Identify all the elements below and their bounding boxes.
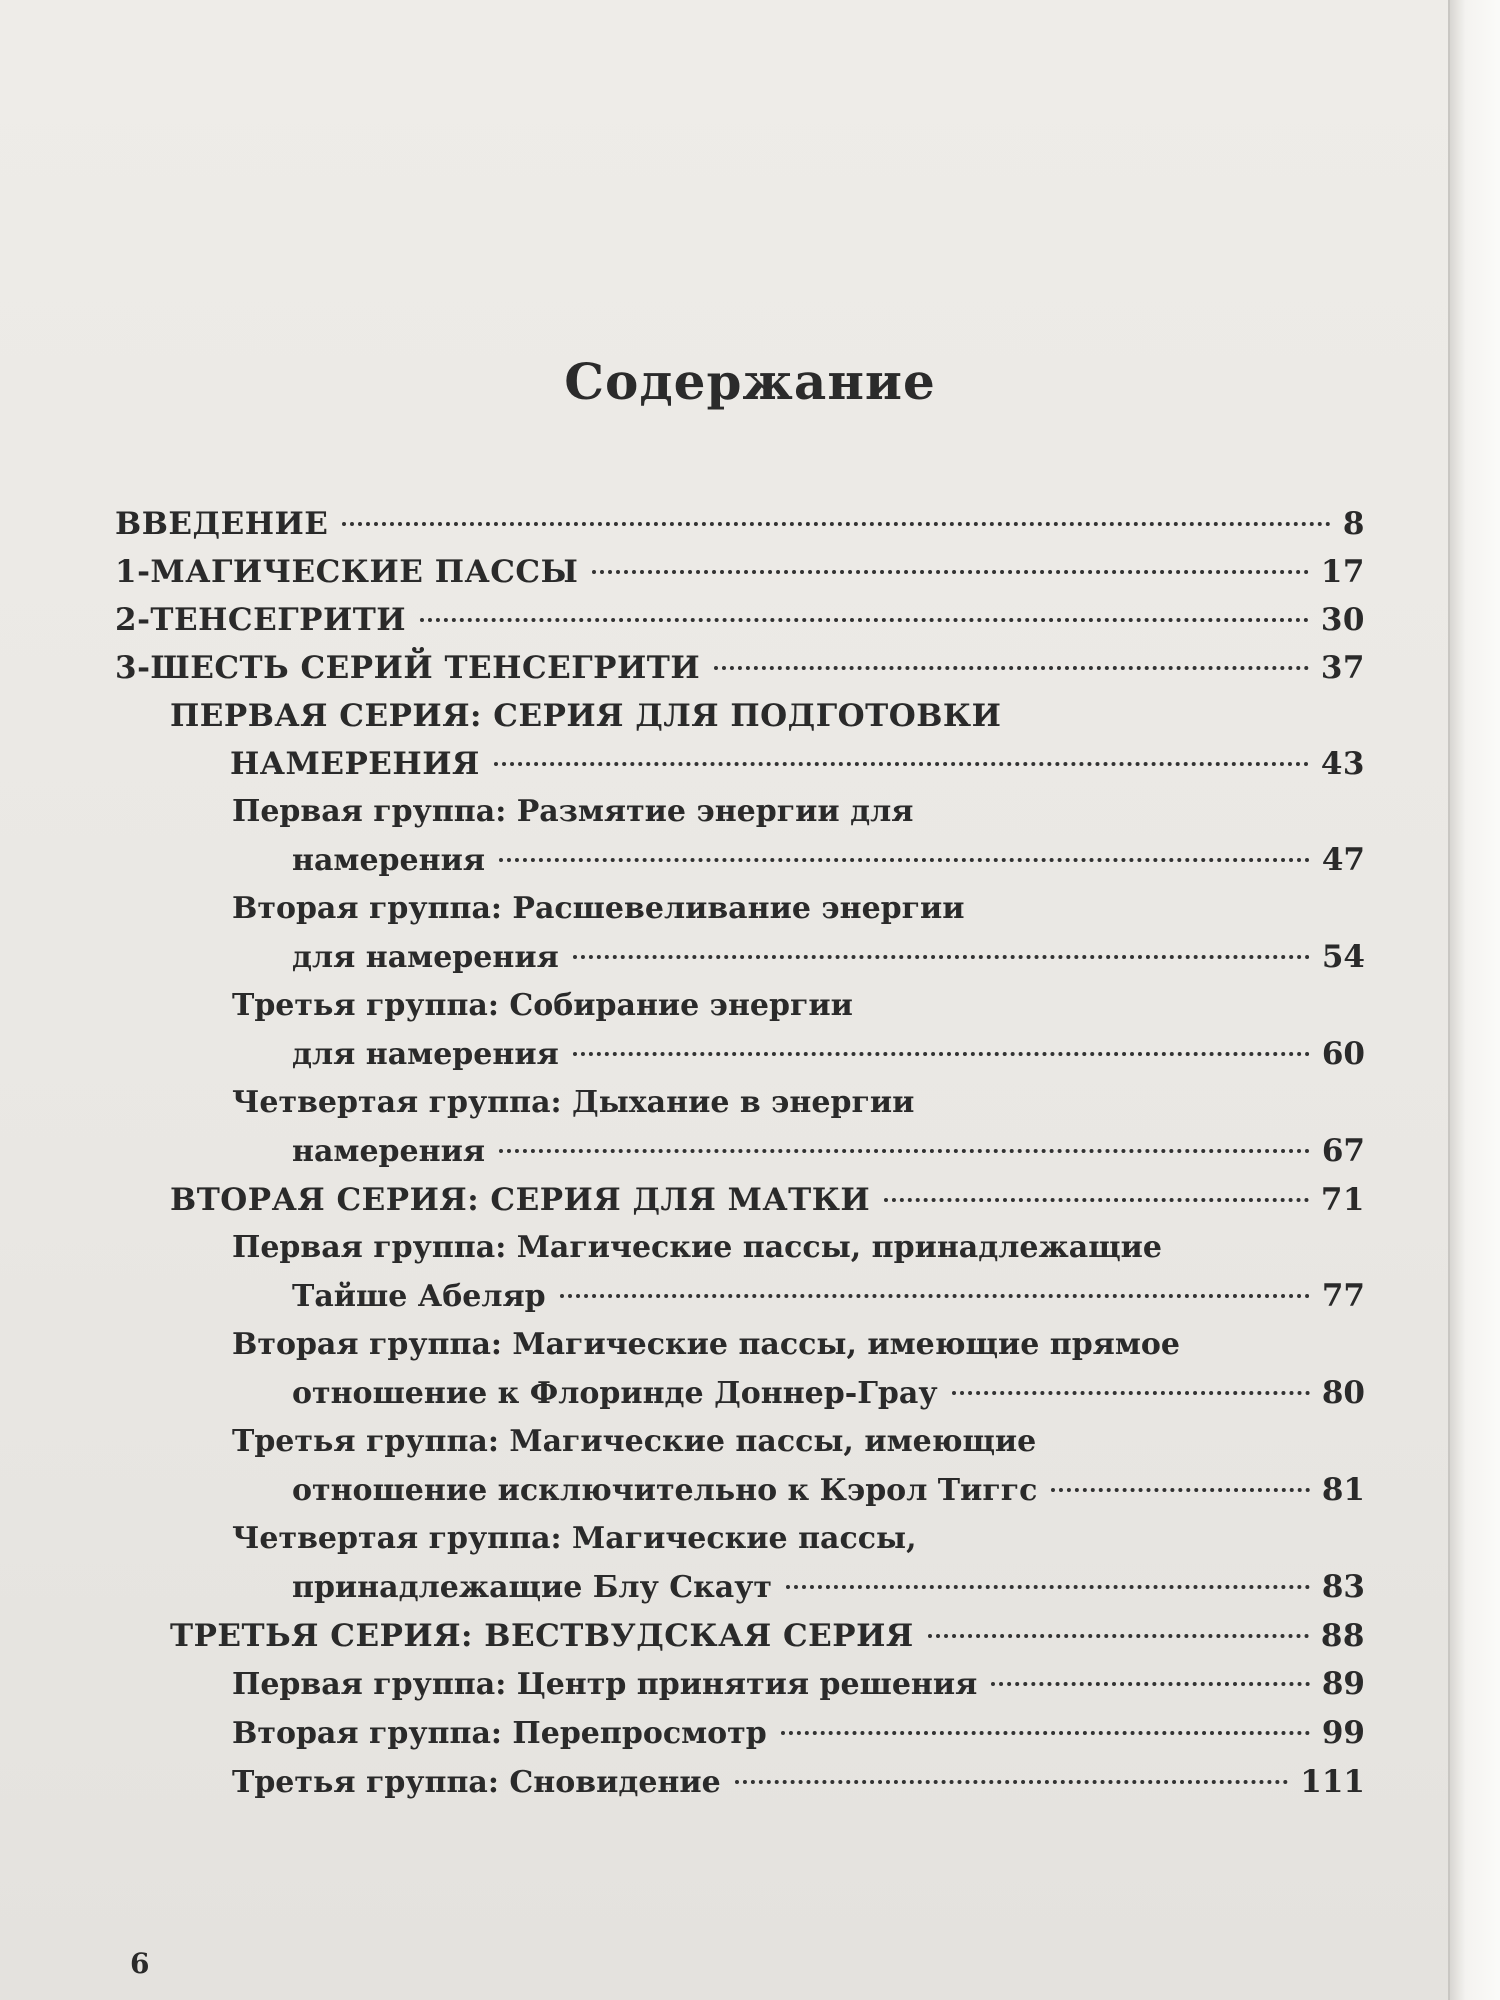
toc-entry-title-line: ВВЕДЕНИЕ — [115, 506, 329, 542]
toc-entry-title-line: для намерения — [292, 1037, 559, 1072]
toc-entry — [115, 500, 1365, 548]
toc-entry-page: 30 — [1320, 602, 1365, 638]
toc-entry-title-line: отношение исключительно к Кэрол Тиггс — [292, 1473, 1038, 1508]
toc-entry-title-line: Четвертая группа: Дыхание в энергии — [232, 1085, 915, 1120]
toc-entry-title-line: ВТОРАЯ СЕРИЯ: СЕРИЯ ДЛЯ МАТКИ — [170, 1182, 871, 1218]
toc-entry-page: 111 — [1300, 1764, 1365, 1800]
toc-entry — [232, 1758, 1365, 1807]
toc-entry — [232, 1515, 1365, 1612]
dot-leader — [573, 955, 1310, 959]
toc-entry — [115, 548, 1365, 596]
toc-entry-page: 88 — [1320, 1618, 1365, 1654]
dot-leader — [884, 1198, 1309, 1202]
toc-entry-title-line: ПЕРВАЯ СЕРИЯ: СЕРИЯ ДЛЯ ПОДГОТОВКИ — [170, 698, 1002, 734]
toc-entry — [232, 1660, 1365, 1709]
toc-entry-title-line: отношение к Флоринде Доннер-Грау — [292, 1376, 938, 1411]
dot-leader — [1051, 1488, 1309, 1492]
dot-leader — [560, 1294, 1310, 1298]
toc-entry — [232, 788, 1365, 885]
dot-leader — [786, 1585, 1310, 1589]
toc-entry — [170, 1176, 1365, 1224]
dot-leader — [928, 1634, 1309, 1638]
toc-entry-title-line: Первая группа: Размятие энергии для — [232, 794, 914, 829]
toc-entry-title-line: Вторая группа: Перепросмотр — [232, 1716, 767, 1751]
toc-entry-page: 71 — [1320, 1182, 1365, 1218]
dot-leader — [714, 666, 1309, 670]
page-edge — [1448, 0, 1500, 2000]
dot-leader — [781, 1731, 1310, 1735]
toc-entry — [232, 885, 1365, 982]
toc-entry-page: 60 — [1321, 1036, 1365, 1072]
dot-leader — [573, 1052, 1310, 1056]
toc-entry-title-line: 2-ТЕНСЕГРИТИ — [115, 602, 407, 638]
dot-leader — [592, 570, 1309, 574]
toc-entry — [115, 596, 1365, 644]
toc-entry-title-line: Третья группа: Сновидение — [232, 1765, 721, 1800]
toc-entry-title-line: Тайше Абеляр — [292, 1279, 546, 1314]
toc-entry-page: 67 — [1321, 1133, 1365, 1169]
toc-entry — [170, 692, 1365, 788]
dot-leader — [735, 1780, 1289, 1784]
toc-entry-title-line: ТРЕТЬЯ СЕРИЯ: ВЕСТВУДСКАЯ СЕРИЯ — [170, 1618, 914, 1654]
toc-entry-page: 43 — [1320, 746, 1365, 782]
toc-entry-title-line: принадлежащие Блу Скаут — [292, 1570, 772, 1605]
toc-entry — [170, 1612, 1365, 1660]
toc-entry-title-line: Четвертая группа: Магические пассы, — [232, 1521, 917, 1556]
toc-entry-title-line: намерения — [292, 1134, 485, 1169]
toc-entry-page: 89 — [1321, 1666, 1365, 1702]
dot-leader — [499, 1149, 1310, 1153]
toc-entry-title-line: Третья группа: Магические пассы, имеющие — [232, 1424, 1037, 1459]
toc-entry — [232, 1709, 1365, 1758]
toc-entry-title-line: намерения — [292, 843, 485, 878]
toc-entry-page: 81 — [1321, 1472, 1365, 1508]
page-number: 6 — [130, 1947, 150, 1980]
toc-entry — [232, 982, 1365, 1079]
dot-leader — [499, 858, 1310, 862]
toc-entry-page: 54 — [1321, 939, 1365, 975]
toc-entry-title-line: НАМЕРЕНИЯ — [230, 746, 480, 782]
dot-leader — [494, 762, 1309, 766]
toc-entry-page: 17 — [1320, 554, 1365, 590]
toc-entry-title-line: Вторая группа: Расшевеливание энергии — [232, 891, 965, 926]
toc-entry — [232, 1224, 1365, 1321]
toc-entry-page: 83 — [1321, 1569, 1365, 1605]
toc-entry-page: 8 — [1342, 506, 1365, 542]
toc-entry-title-line: Третья группа: Собирание энергии — [232, 988, 853, 1023]
page-title: Содержание — [564, 352, 936, 411]
toc-entry-page: 77 — [1321, 1278, 1365, 1314]
toc-entry — [115, 644, 1365, 692]
toc-entry — [232, 1321, 1365, 1418]
toc-entry-title-line: Вторая группа: Магические пассы, имеющие прямое — [232, 1327, 1181, 1362]
toc-entry-title-line: Первая группа: Магические пассы, принадлежащие — [232, 1230, 1162, 1265]
dot-leader — [420, 618, 1309, 622]
dot-leader — [991, 1682, 1310, 1686]
toc-entry-page: 80 — [1321, 1375, 1365, 1411]
toc-entry-title-line: Первая группа: Центр принятия решения — [232, 1667, 978, 1702]
toc-entry-title-line: для намерения — [292, 940, 559, 975]
toc-entry — [232, 1079, 1365, 1176]
dot-leader — [342, 522, 1330, 526]
table-of-contents — [115, 500, 1365, 1807]
toc-entry-page: 37 — [1320, 650, 1365, 686]
dot-leader — [952, 1391, 1310, 1395]
toc-entry-page: 47 — [1321, 842, 1365, 878]
toc-entry — [232, 1418, 1365, 1515]
toc-entry-title-line: 1-МАГИЧЕСКИЕ ПАССЫ — [115, 554, 579, 590]
toc-entry-title-line: 3-ШЕСТЬ СЕРИЙ ТЕНСЕГРИТИ — [115, 650, 701, 686]
toc-entry-page: 99 — [1321, 1715, 1365, 1751]
